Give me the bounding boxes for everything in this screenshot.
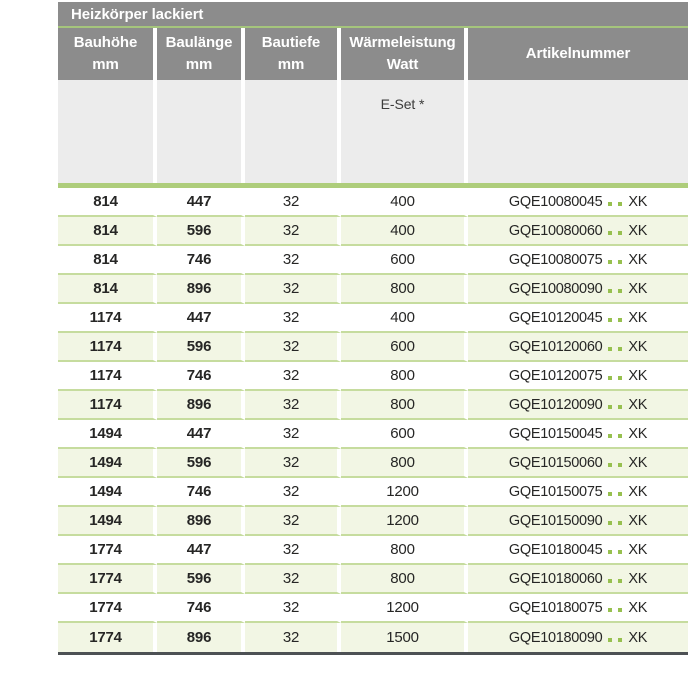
- cell-baulaenge: 447: [157, 188, 245, 217]
- artikel-code: GQE10180090: [508, 629, 603, 646]
- cell-bautiefe: 32: [245, 304, 341, 333]
- subheader-cell: [58, 80, 157, 183]
- column-header-waermeleistung: [341, 28, 468, 80]
- green-dot-icon: [618, 492, 622, 496]
- cell-artikelnummer: [468, 362, 688, 391]
- green-dot-icon: [618, 521, 622, 525]
- table-row: [58, 507, 688, 536]
- cell-baulaenge: 447: [157, 420, 245, 449]
- subheader-cell: [157, 80, 245, 183]
- artikel-suffix: XK: [628, 599, 648, 616]
- cell-bautiefe: 32: [245, 478, 341, 507]
- cell-bautiefe: 32: [245, 449, 341, 478]
- cell-bautiefe: 32: [245, 362, 341, 391]
- column-header-bautiefe: [245, 28, 341, 80]
- column-unit: Watt: [386, 56, 419, 73]
- green-dot-icon: [608, 405, 612, 409]
- cell-watt: 1200: [341, 478, 468, 507]
- cell-bautiefe: 32: [245, 391, 341, 420]
- green-dot-icon: [608, 521, 612, 525]
- artikel-code: GQE10180045: [508, 541, 603, 558]
- cell-artikelnummer: [468, 304, 688, 333]
- artikel-suffix: XK: [628, 309, 648, 326]
- table-row: [58, 333, 688, 362]
- table-row: [58, 275, 688, 304]
- cell-watt: 600: [341, 420, 468, 449]
- green-dot-icon: [618, 550, 622, 554]
- cell-baulaenge: 596: [157, 333, 245, 362]
- green-dot-icon: [608, 376, 612, 380]
- cell-baulaenge: 596: [157, 449, 245, 478]
- artikel-suffix: XK: [628, 193, 648, 210]
- green-dot-icon: [608, 463, 612, 467]
- artikel-suffix: XK: [628, 512, 648, 529]
- cell-baulaenge: 896: [157, 507, 245, 536]
- artikel-code: GQE10120060: [508, 338, 603, 355]
- cell-baulaenge: 896: [157, 391, 245, 420]
- table-body: [58, 188, 688, 652]
- cell-bauhoehe: 814: [58, 188, 157, 217]
- green-dot-icon: [608, 550, 612, 554]
- artikel-suffix: XK: [628, 280, 648, 297]
- cell-bautiefe: 32: [245, 275, 341, 304]
- green-dot-icon: [608, 347, 612, 351]
- cell-bauhoehe: 1494: [58, 507, 157, 536]
- artikel-suffix: XK: [628, 425, 648, 442]
- cell-artikelnummer: [468, 449, 688, 478]
- cell-watt: 800: [341, 275, 468, 304]
- radiator-spec-table: [58, 2, 688, 652]
- cell-bautiefe: 32: [245, 217, 341, 246]
- artikel-suffix: XK: [628, 251, 648, 268]
- green-dot-icon: [618, 289, 622, 293]
- green-dot-icon: [608, 608, 612, 612]
- cell-baulaenge: 896: [157, 275, 245, 304]
- column-unit: mm: [277, 56, 305, 73]
- cell-artikelnummer: [468, 275, 688, 304]
- cell-artikelnummer: [468, 623, 688, 652]
- cell-watt: 400: [341, 217, 468, 246]
- column-header-artikelnummer: [468, 28, 688, 80]
- cell-artikelnummer: [468, 478, 688, 507]
- cell-bauhoehe: 814: [58, 217, 157, 246]
- green-dot-icon: [618, 231, 622, 235]
- table-row: [58, 420, 688, 449]
- table-row: [58, 391, 688, 420]
- cell-bauhoehe: 1494: [58, 449, 157, 478]
- green-dot-icon: [618, 638, 622, 642]
- column-label: Wärmeleistung: [349, 33, 456, 51]
- cell-watt: 400: [341, 188, 468, 217]
- table-row: [58, 623, 688, 652]
- cell-bauhoehe: 1174: [58, 333, 157, 362]
- cell-bauhoehe: 814: [58, 246, 157, 275]
- artikel-code: GQE10120045: [508, 309, 603, 326]
- cell-bautiefe: 32: [245, 507, 341, 536]
- column-header-row: [58, 28, 688, 80]
- green-dot-icon: [618, 405, 622, 409]
- green-dot-icon: [618, 463, 622, 467]
- artikel-suffix: XK: [628, 629, 648, 646]
- cell-artikelnummer: [468, 565, 688, 594]
- green-dot-icon: [618, 202, 622, 206]
- cell-bauhoehe: 1774: [58, 623, 157, 652]
- cell-bauhoehe: 1174: [58, 391, 157, 420]
- artikel-code: GQE10180060: [508, 570, 603, 587]
- cell-watt: 600: [341, 333, 468, 362]
- cell-watt: 800: [341, 449, 468, 478]
- cell-baulaenge: 447: [157, 536, 245, 565]
- artikel-suffix: XK: [628, 570, 648, 587]
- artikel-code: GQE10180075: [508, 599, 603, 616]
- cell-bautiefe: 32: [245, 536, 341, 565]
- cell-watt: 800: [341, 362, 468, 391]
- cell-bauhoehe: 814: [58, 275, 157, 304]
- cell-baulaenge: 596: [157, 217, 245, 246]
- artikel-code: GQE10120090: [508, 396, 603, 413]
- green-dot-icon: [608, 638, 612, 642]
- green-dot-icon: [608, 260, 612, 264]
- green-dot-icon: [618, 318, 622, 322]
- cell-artikelnummer: [468, 507, 688, 536]
- green-dot-icon: [618, 260, 622, 264]
- cell-artikelnummer: [468, 246, 688, 275]
- artikel-code: GQE10080090: [508, 280, 603, 297]
- artikel-suffix: XK: [628, 541, 648, 558]
- table-row: [58, 188, 688, 217]
- table-row: [58, 449, 688, 478]
- cell-bauhoehe: 1174: [58, 362, 157, 391]
- artikel-code: GQE10150060: [508, 454, 603, 471]
- cell-artikelnummer: [468, 420, 688, 449]
- cell-baulaenge: 746: [157, 246, 245, 275]
- cell-artikelnummer: [468, 333, 688, 362]
- cell-artikelnummer: [468, 188, 688, 217]
- column-label: Baulänge: [165, 33, 233, 51]
- artikel-suffix: XK: [628, 338, 648, 355]
- cell-bauhoehe: 1174: [58, 304, 157, 333]
- cell-bauhoehe: 1494: [58, 420, 157, 449]
- cell-baulaenge: 447: [157, 304, 245, 333]
- column-label: Bautiefe: [261, 33, 321, 51]
- cell-bautiefe: 32: [245, 623, 341, 652]
- cell-baulaenge: 746: [157, 362, 245, 391]
- cell-watt: 1200: [341, 507, 468, 536]
- table-row: [58, 304, 688, 333]
- cell-artikelnummer: [468, 536, 688, 565]
- table-row: [58, 565, 688, 594]
- table-title: Heizkörper lackiert: [58, 2, 688, 28]
- cell-watt: 600: [341, 246, 468, 275]
- cell-artikelnummer: [468, 217, 688, 246]
- artikel-suffix: XK: [628, 222, 648, 239]
- cell-watt: 1200: [341, 594, 468, 623]
- subheader-cell: [245, 80, 341, 183]
- column-header-baulaenge: [157, 28, 245, 80]
- cell-bautiefe: 32: [245, 246, 341, 275]
- table-row: [58, 594, 688, 623]
- artikel-code: GQE10080045: [508, 193, 603, 210]
- green-dot-icon: [608, 231, 612, 235]
- table-row: [58, 362, 688, 391]
- eset-note: E-Set *: [341, 80, 468, 183]
- green-dot-icon: [618, 347, 622, 351]
- green-dot-icon: [608, 289, 612, 293]
- cell-artikelnummer: [468, 391, 688, 420]
- cell-bauhoehe: 1774: [58, 565, 157, 594]
- cell-watt: 400: [341, 304, 468, 333]
- green-dot-icon: [608, 434, 612, 438]
- artikel-code: GQE10150090: [508, 512, 603, 529]
- cell-baulaenge: 746: [157, 478, 245, 507]
- table-row: [58, 536, 688, 565]
- title-row: [58, 2, 688, 28]
- cell-baulaenge: 896: [157, 623, 245, 652]
- artikel-code: GQE10120075: [508, 367, 603, 384]
- green-dot-icon: [618, 376, 622, 380]
- radiator-spec-table-wrap: [58, 2, 688, 655]
- artikel-code: GQE10080060: [508, 222, 603, 239]
- cell-bauhoehe: 1774: [58, 594, 157, 623]
- column-label: Bauhöhe: [73, 33, 138, 51]
- cell-baulaenge: 596: [157, 565, 245, 594]
- green-dot-icon: [618, 434, 622, 438]
- cell-bautiefe: 32: [245, 188, 341, 217]
- green-dot-icon: [608, 202, 612, 206]
- column-header-bauhoehe: [58, 28, 157, 80]
- table-row: [58, 246, 688, 275]
- cell-artikelnummer: [468, 594, 688, 623]
- cell-bautiefe: 32: [245, 333, 341, 362]
- cell-bauhoehe: 1494: [58, 478, 157, 507]
- cell-bauhoehe: 1774: [58, 536, 157, 565]
- cell-bautiefe: 32: [245, 594, 341, 623]
- column-unit: mm: [92, 56, 119, 73]
- column-unit: mm: [185, 56, 213, 73]
- artikel-suffix: XK: [628, 483, 648, 500]
- column-label: Artikelnummer: [525, 44, 631, 62]
- cell-watt: 800: [341, 565, 468, 594]
- cell-baulaenge: 746: [157, 594, 245, 623]
- artikel-suffix: XK: [628, 396, 648, 413]
- green-dot-icon: [618, 579, 622, 583]
- artikel-suffix: XK: [628, 367, 648, 384]
- cell-bautiefe: 32: [245, 565, 341, 594]
- table-row: [58, 217, 688, 246]
- cell-watt: 800: [341, 391, 468, 420]
- cell-watt: 800: [341, 536, 468, 565]
- subheader-cell: [468, 80, 688, 183]
- artikel-code: GQE10150075: [508, 483, 603, 500]
- table-row: [58, 478, 688, 507]
- green-dot-icon: [608, 579, 612, 583]
- artikel-suffix: XK: [628, 454, 648, 471]
- cell-bautiefe: 32: [245, 420, 341, 449]
- green-dot-icon: [608, 318, 612, 322]
- green-dot-icon: [618, 608, 622, 612]
- cell-watt: 1500: [341, 623, 468, 652]
- artikel-code: GQE10080075: [508, 251, 603, 268]
- artikel-code: GQE10150045: [508, 425, 603, 442]
- subheader-row: [58, 80, 688, 183]
- green-dot-icon: [608, 492, 612, 496]
